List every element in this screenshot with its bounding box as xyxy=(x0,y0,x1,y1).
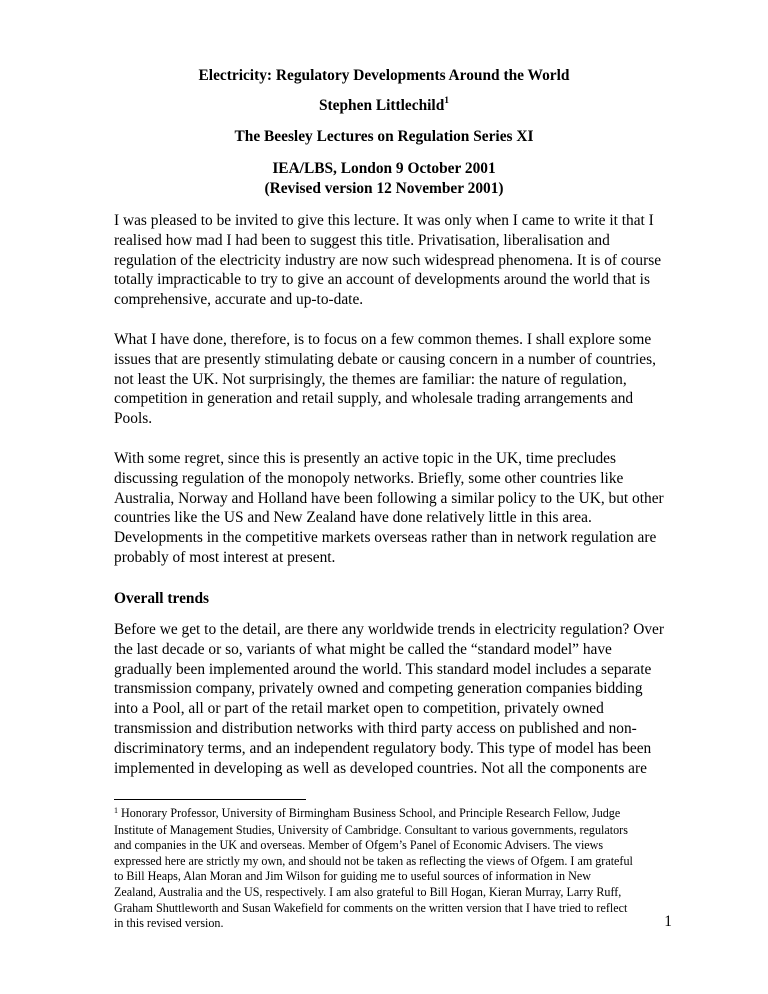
text-line: totally impracticable to try to give an account of developments around the world that is xyxy=(114,271,650,289)
text-line: With some regret, since this is presently an active topic in the UK, time precludes xyxy=(114,450,616,467)
footnote-line: Graham Shuttleworth and Susan Wakefield for comments on the written version that I have tried to reflect xyxy=(114,900,628,915)
footnote-line: and companies in the UK and overseas. Member of Ofgem’s Panel of Economic Advisers. The views xyxy=(114,838,604,853)
document-title: Electricity: Regulatory Developments Around the World xyxy=(198,67,570,84)
text-line: issues that are presently stimulating debate or causing concern in a number of countries, xyxy=(114,350,656,368)
footnote-separator xyxy=(114,799,306,800)
text-line: gradually been implemented around the world. This standard model includes a separate xyxy=(114,660,652,678)
page-number: 1 xyxy=(664,913,672,930)
footnote xyxy=(114,806,674,932)
text-line: probably of most interest at present. xyxy=(114,548,336,566)
footnote-line: Zealand, Australia and the US, respectively. I am also grateful to Bill Hogan, Kieran Murray, Larry Ruff, xyxy=(114,884,622,899)
text-line: into a Pool, all or part of the retail market open to competition, privately owned xyxy=(114,700,604,718)
venue-date: IEA/LBS, London 9 October 2001 xyxy=(272,160,496,177)
text-line: realised how mad I had been to suggest this title. Privatisation, liberalisation and xyxy=(114,231,610,249)
text-line: competition in generation and retail supply, and wholesale trading arrangements and xyxy=(114,390,634,408)
author-line xyxy=(0,96,768,116)
text-line: Developments in the competitive markets overseas rather than in network regulation are xyxy=(114,529,657,547)
paragraph-1 xyxy=(114,211,674,310)
text-line: Pools. xyxy=(114,410,153,428)
text-line: countries like the US and New Zealand have done relatively little in this area. xyxy=(114,509,592,527)
text-line: not least the UK. Not surprisingly, the themes are familiar: the nature of regulation, xyxy=(114,370,627,388)
series-title: The Beesley Lectures on Regulation Series XI xyxy=(234,128,534,145)
text-line: transmission and distribution networks with third party access on published and non- xyxy=(114,719,637,737)
text-line: Australia, Norway and Holland have been following a similar policy to the UK, but other xyxy=(114,489,664,507)
paragraph-3 xyxy=(114,449,674,568)
author-footnote-mark: 1 xyxy=(444,95,450,106)
paragraph-4 xyxy=(114,620,674,778)
footnote-line: to Bill Heaps, Alan Moran and Jim Wilson for guiding me to useful sources of information in New xyxy=(114,869,591,884)
text-line: discriminatory terms, and an independent regulatory body. This type of model has been xyxy=(114,739,652,757)
footnote-text: Honorary Professor, University of Birmingham Business School, and Principle Research Fellow, Judge xyxy=(121,806,621,820)
text-line: regulation of the electricity industry are now such widespread phenomena. It is of course xyxy=(114,251,662,269)
footnote-line: Institute of Management Studies, University of Cambridge. Consultant to various governments, regulators xyxy=(114,822,628,837)
section-heading: Overall trends xyxy=(114,590,210,607)
text-line: discussing regulation of the monopoly networks. Briefly, some other countries like xyxy=(114,469,624,487)
footnote-line: in this revised version. xyxy=(114,916,224,931)
text-line: Before we get to the detail, are there any worldwide trends in electricity regulation? Over xyxy=(114,621,664,638)
text-line: comprehensive, accurate and up-to-date. xyxy=(114,291,364,309)
revision-note: (Revised version 12 November 2001) xyxy=(264,180,504,197)
footnote-line: expressed here are strictly my own, and should not be taken as reflecting the views of Ofgem. I am grateful xyxy=(114,853,633,868)
author-name: Stephen Littlechild xyxy=(318,97,445,114)
footnote-line xyxy=(114,806,674,823)
text-line: What I have done, therefore, is to focus on a few common themes. I shall explore some xyxy=(114,331,652,348)
text-line: I was pleased to be invited to give this lecture. It was only when I came to write it that I xyxy=(114,212,654,229)
footnote-mark: 1 xyxy=(114,806,118,815)
paragraph-2 xyxy=(114,330,674,429)
text-line: implemented in developing as well as developed countries. Not all the components are xyxy=(114,759,647,777)
text-line: transmission company, privately owned and competing generation companies bidding xyxy=(114,680,643,698)
text-line: the last decade or so, variants of what might be called the “standard model” have xyxy=(114,640,612,658)
